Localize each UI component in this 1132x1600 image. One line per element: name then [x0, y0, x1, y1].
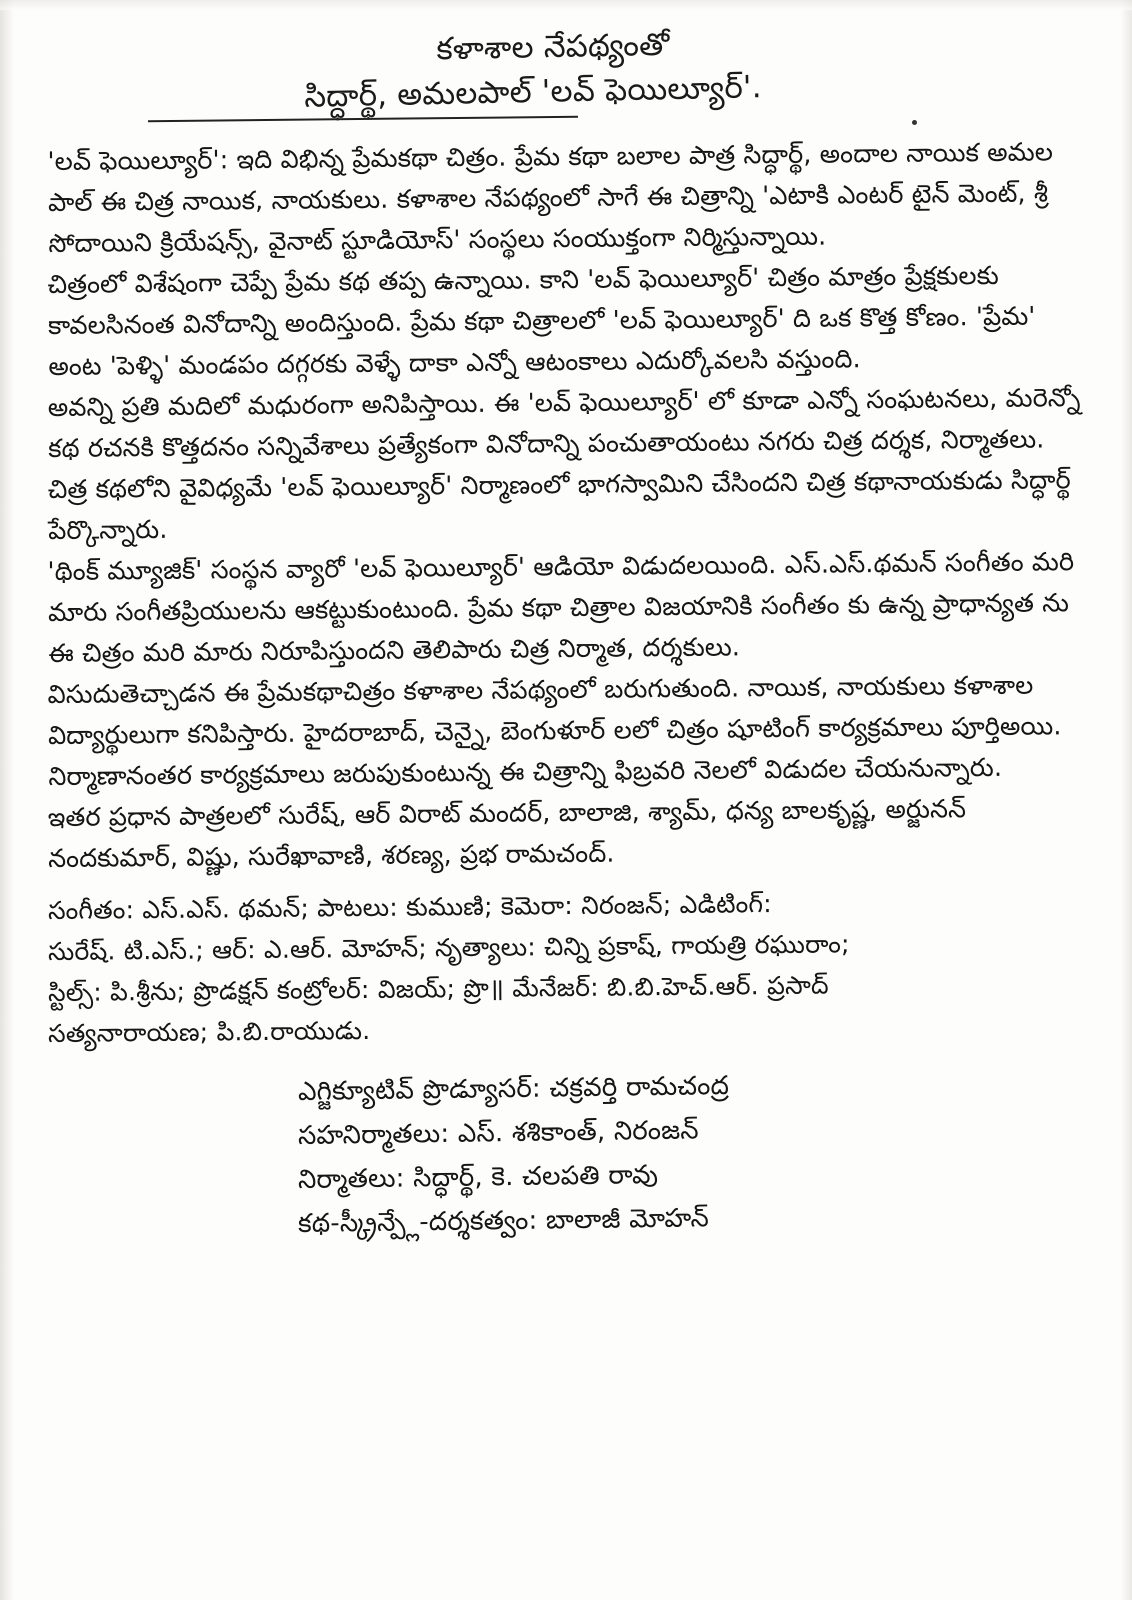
page-edge-shadow-right — [1120, 0, 1132, 1600]
paragraph: 'లవ్ ఫెయిల్యూర్': ఇది విభిన్న ప్రేమకథా చిత్రం. ప్రేమ కథా బలాల పాత్ర సిద్ధార్థ్, అందాల నాయిక అమల పాల్ ఈ చిత్ర నాయిక, నాయకులు. కళాశాల నేపథ్యంలో సాగే ఈ చిత్రాన్ని 'ఎటాకి ఎంటర్ టైన్ మెంట్, శ్రీ సోదాయిని క్రియేషన్స్, వైనాట్ స్టూడియోస్' సంస్థలు సంయుక్తంగా నిర్మిస్తున్నాయి. — [47, 137, 1062, 259]
page-edge-shadow-top — [0, 0, 1132, 10]
paragraph: 'థింక్ మ్యూజిక్' సంస్థన వ్యారో 'లవ్ ఫెయిల్యూర్' ఆడియో విడుదలయింది. ఎస్.ఎస్.థమన్ సంగీతం మరి మారు సంగీతప్రియులను ఆకట్టుకుంటుంది. ప్రేమ కథా చిత్రాల విజయానికి సంగీతం కు ఉన్న ప్రాధాన్యత ను ఈ చిత్రం మరి మారు నిరూపిస్తుందని తెలిపారు చిత్ర నిర్మాత, దర్శకులు. — [47, 547, 1083, 669]
signoff-line: నిర్మాతలు: సిద్ధార్థ్, కె. చలపతి రావు — [297, 1159, 659, 1195]
credit-line: సంగీతం: ఎస్.ఎస్. థమన్; పాటలు: కుముణి; కెమెరా: నిరంజన్; ఎడిటింగ్: — [47, 889, 772, 925]
crew-credits — [48, 890, 1088, 1054]
credit-line: సత్యనారాయణ; పి.బి.రాయుడు. — [47, 1015, 371, 1048]
document-content — [48, 28, 1088, 1246]
page-edge-shadow-left — [0, 0, 14, 1600]
title-line-1: కళాశాల నేపథ్యంతో — [436, 26, 670, 68]
signoff-line: ఎగ్జిక్యూటివ్ ప్రొడ్యూసర్: చక్రవర్తి రామచంద్ర — [297, 1070, 730, 1107]
paragraph: చిత్ర కథలోని వైవిధ్యమే 'లవ్ ఫెయిల్యూర్' నిర్మాణంలో భాగస్వామిని చేసిందని చిత్ర కథానాయకుడు సిద్ధార్థ్ పేర్కొన్నారు. — [47, 465, 1080, 546]
credit-line: స్టిల్స్: పి.శ్రీను; ప్రొడక్షన్ కంట్రోలర్: విజయ్; ప్రొ॥ మేనేజర్: బి.బి.హెచ్.ఆర్. ప్రసాద్ — [47, 970, 829, 1007]
signoff-line: కథ-స్క్రీన్ప్లే-దర్శకత్వం: బాలాజీ మోహన్ — [297, 1203, 710, 1239]
title-line-2: సిద్ధార్థ్, అమలపాల్ 'లవ్ ఫెయిల్యూర్'. — [303, 68, 763, 115]
paragraph: అవన్ని ప్రతి మదిలో మధురంగా అనిపిస్తాయి. ఈ 'లవ్ ఫెయిల్యూర్' లో కూడా ఎన్నో సంఘటనలు, మరెన్నో కథ రచనకి కొత్తదనం సన్నివేశాలు ప్రత్యేకంగా వినోదాన్ని పంచుతాయంటు నగరు చిత్ర దర్శక, నిర్మాతలు. — [47, 382, 1089, 464]
producer-credits — [48, 1070, 1088, 1246]
document-title — [48, 28, 1088, 120]
body-text — [47, 137, 1089, 880]
paragraph: ఇతర ప్రధాన పాత్రలలో సురేష్, ఆర్ విరాట్ మందర్, బాలాజి, శ్యామ్, ధన్య బాలకృష్ణ, అర్జునన్ నందకుమార్, విష్ణు, సురేఖావాణి, శరణ్య, ప్రభ రామచంద్. — [47, 794, 975, 874]
signoff-line: సహనిర్మాతలు: ఎస్. శశికాంత్, నిరంజన్ — [297, 1115, 699, 1151]
paragraph: చిత్రంలో విశేషంగా చెప్పే ప్రేమ కథ తప్ప ఉన్నాయి. కాని 'లవ్ ఫెయిల్యూర్' చిత్రం మాత్రం ప్రేక్షకులకు కావలసినంత వినోదాన్ని అందిస్తుంది. ప్రేమ కథా చిత్రాలలో 'లవ్ ఫెయిల్యూర్' ది ఒక కొత్త కోణం. 'ప్రేమ' అంట 'పెళ్ళి' మండపం దగ్గరకు వెళ్ళే దాకా ఎన్నో ఆటంకాలు ఎదుర్కోవలసి వస్తుంది. — [47, 260, 1044, 382]
credit-line: సురేష్. టి.ఎస్.; ఆర్: ఎ.ఆర్. మోహన్; నృత్యాలు: చిన్ని ప్రకాష్, గాయత్రి రఘురాం; — [47, 929, 850, 966]
paragraph: విసుదుతెచ్చాడన ఈ ప్రేమకథాచిత్రం కళాశాల నేపథ్యంలో బరుగుతుంది. నాయిక, నాయకులు కళాశాల విద్యార్థులుగా కనిపిస్తారు. హైదరాబాద్, చెన్నై, బెంగుళూర్ లలో చిత్రం షూటింగ్ కార్యక్రమాలు పూర్తిఅయి. నిర్మాణానంతర కార్యక్రమాలు జరుపుకుంటున్న ఈ చిత్రాన్ని ఫిబ్రవరి నెలలో విడుదల చేయనున్నారు. — [47, 670, 1070, 792]
